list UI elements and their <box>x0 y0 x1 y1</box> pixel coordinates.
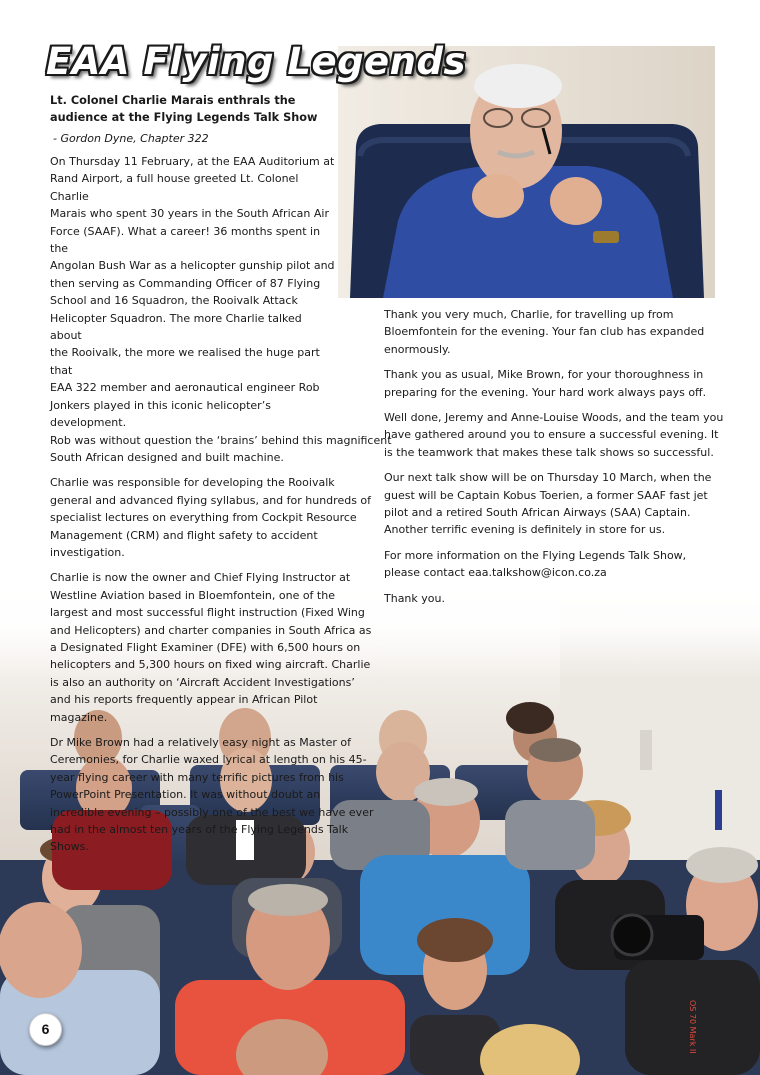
line: then serving as Commanding Officer of 87 Flying <box>50 276 321 290</box>
paragraph-westline-aviation: Charlie is now the owner and Chief Flying Instructor at Westline Aviation based in Bloemfontein, one of the largest and most successful flight instruction (Fixed Wing and Helicopters) and charter companies in South Africa as a Designated Flight Examiner (DFE) with 6,500 hours on helicopters and 5,300 hours on fixed wing aircraft. Charlie is also an authority on ‘Aircraft Accident Investigations’ and his reports frequently appear in African Pilot magazine. <box>50 571 372 724</box>
paragraph-next-talk-show: Our next talk show will be on Thursday 10 March, when the guest will be Captain Kobus Toerien, a former SAAF fast jet pilot and a retired South African Airways (SAA) Captain. Another terrific evening is definitely in store for us. <box>384 471 712 537</box>
paragraph-intro <box>50 153 392 466</box>
article-headline: Lt. Colonel Charlie Marais enthrals the audience at the Flying Legends Talk Show <box>50 94 318 124</box>
speaker-photo <box>338 46 715 298</box>
line: South African designed and built machine. <box>50 450 284 464</box>
camera-label: OS 70 Mark II <box>688 1000 697 1054</box>
line: Angolan Bush War as a helicopter gunship pilot and <box>50 259 335 273</box>
article-left-column <box>50 92 392 856</box>
line: EAA 322 member and aeronautical engineer Rob <box>50 381 320 395</box>
page-number-badge: 6 <box>29 1013 62 1046</box>
line: Rob was without question the ‘brains’ behind this magnificent <box>50 433 392 447</box>
article-byline: - Gordon Dyne, Chapter 322 <box>53 132 209 145</box>
line: Force (SAAF). What a career! 36 months spent in the <box>50 224 321 256</box>
line: On Thursday 11 February, at the EAA Auditorium at <box>50 155 335 168</box>
paragraph-rooivalk-syllabus: Charlie was responsible for developing the Rooivalk general and advanced flying syllabus, and for hundreds of specialist lectures on everything from Cockpit Resource Management (CRM) and flight safety to accident investigation. <box>50 476 372 559</box>
line: Rand Airport, a full house greeted Lt. Colonel Charlie <box>50 172 299 203</box>
line: Marais who spent 30 years in the South African Air <box>50 207 329 221</box>
masthead-title: EAA Flying Legends <box>46 40 466 83</box>
paragraph-closing: Thank you. <box>384 591 445 605</box>
paragraph-well-done-team: Well done, Jeremy and Anne-Louise Woods, and the team you have gathered around you to ensure a successful evening. It is the teamwork that makes these talk shows so successful. <box>384 411 724 459</box>
paragraph-thanks-charlie: Thank you very much, Charlie, for travelling up from Bloemfontein for the evening. Your fan club has expanded enormously. <box>384 308 705 356</box>
paragraph-contact-info: For more information on the Flying Legends Talk Show, please contact eaa.talkshow@icon.co.za <box>384 548 687 580</box>
line: Jonkers played in this iconic helicopter’s development. <box>50 398 271 430</box>
paragraph-thanks-mike: Thank you as usual, Mike Brown, for your thoroughness in preparing for the evening. Your hard work always pays off. <box>384 368 707 399</box>
paragraph-master-of-ceremonies: Dr Mike Brown had a relatively easy night as Master of Ceremonies, for Charlie waxed lyrical at length on his 45-year flying career with many terrific pictures from his PowerPoint Presentation. It was without doubt an incredible evening – possibly one of the best we have ever had in the almost ten years of the Flying Legends Talk Shows. <box>50 736 374 854</box>
line: the Rooivalk, the more we realised the huge part that <box>50 346 320 377</box>
line: Helicopter Squadron. The more Charlie talked about <box>50 311 302 343</box>
line: School and 16 Squadron, the Rooivalk Attack <box>50 294 298 308</box>
article-right-column <box>384 306 724 607</box>
